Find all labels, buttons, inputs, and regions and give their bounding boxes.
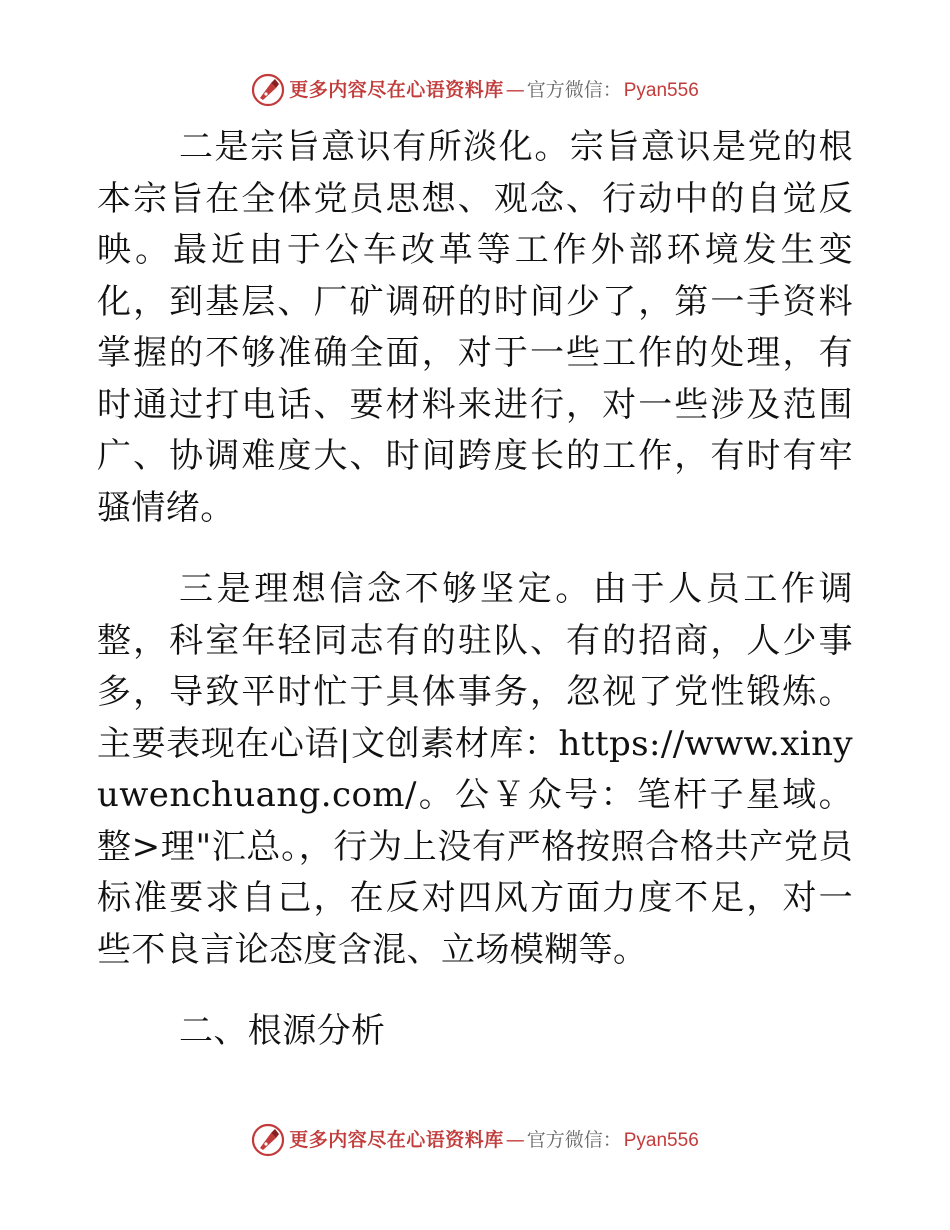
banner-account: Pyan556 [623, 79, 699, 101]
banner-dash: — [505, 1128, 525, 1151]
document-body [97, 122, 853, 1058]
banner-official-label: 官方微信： [526, 1128, 622, 1151]
banner-dash: — [505, 78, 525, 101]
banner-official-label: 官方微信： [526, 78, 622, 101]
banner-account: Pyan556 [623, 1129, 699, 1151]
pen-nib-logo-icon [251, 1123, 285, 1157]
paragraph-ideals-beliefs: 三是理想信念不够坚定。由于人员工作调整，科室年轻同志有的驻队、有的招商，人少事多，导致平时忙于具体事务，忽视了党性锻炼。主要表现在心语|文创素材库：https://www.xinyuwenchuang.com/。公￥众号：笔杆子星域。整>理"汇总。，行为上没有严格按照合格共产党员标准要求自己，在反对四风方面力度不足，对一些不良言论态度含混、立场模糊等。 [97, 569, 853, 970]
section-heading-root-cause: 二、根源分析 [179, 1011, 386, 1051]
paragraph-purpose-awareness: 二是宗旨意识有所淡化。宗旨意识是党的根本宗旨在全体党员思想、观念、行动中的自觉反映。最近由于公车改革等工作外部环境发生变化，到基层、厂矿调研的时间少了，第一手资料掌握的不够准确全面，对于一些工作的处理，有时通过打电话、要材料来进行，对一些涉及范围广、协调难度大、时间跨度长的工作，有时有牢骚情绪。 [97, 127, 853, 528]
header-banner [0, 70, 950, 110]
pen-nib-logo-icon [251, 73, 285, 107]
footer-banner [0, 1120, 950, 1160]
banner-main-text: 更多内容尽在心语资料库 [289, 78, 504, 101]
banner-main-text: 更多内容尽在心语资料库 [289, 1128, 504, 1151]
